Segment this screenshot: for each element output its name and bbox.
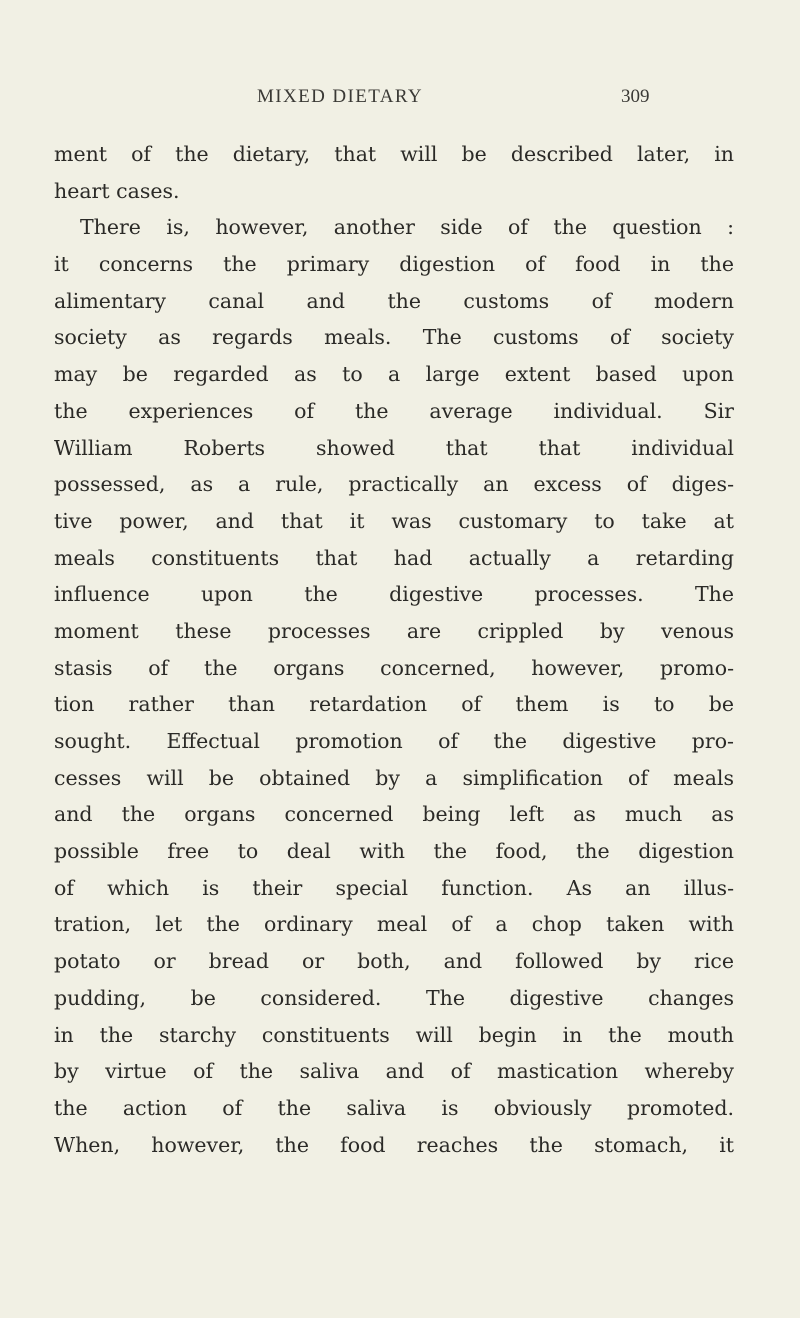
body-text xyxy=(54,136,734,1163)
text-line: of which is their special function. As an illus- xyxy=(54,875,734,900)
text-line: stasis of the organs concerned, however, promo- xyxy=(54,655,734,680)
running-head xyxy=(0,86,800,120)
paragraph-start-line: There is, however, another side of the question : xyxy=(80,215,734,240)
text-line: pudding, be considered. The digestive changes xyxy=(54,985,734,1010)
text-line: ment of the dietary, that will be described later, in xyxy=(54,142,734,166)
text-line: the action of the saliva is obviously promoted. xyxy=(54,1095,734,1120)
running-title: MIXED DIETARY xyxy=(257,86,424,107)
text-line: meals constituents that had actually a retarding xyxy=(54,545,734,570)
text-line: cesses will be obtained by a simplification of meals xyxy=(54,765,734,790)
text-line: possible free to deal with the food, the digestion xyxy=(54,839,734,864)
text-line: moment these processes are crippled by venous xyxy=(54,618,734,643)
text-line: potato or bread or both, and followed by rice xyxy=(54,949,734,974)
text-line: When, however, the food reaches the stomach, it xyxy=(54,1132,734,1157)
text-line: sought. Effectual promotion of the digestive pro- xyxy=(54,729,734,753)
text-line: alimentary canal and the customs of modern xyxy=(54,288,734,313)
text-line: by virtue of the saliva and of mastication whereby xyxy=(54,1059,734,1084)
text-line: society as regards meals. The customs of society xyxy=(54,325,734,350)
text-line: may be regarded as to a large extent based upon xyxy=(54,362,734,387)
text-line: tive power, and that it was customary to take at xyxy=(54,508,734,533)
text-line: and the organs concerned being left as much as xyxy=(54,802,734,827)
text-line: tion rather than retardation of them is to be xyxy=(54,692,734,717)
text-line: influence upon the digestive processes. The xyxy=(54,582,734,607)
text-line: in the starchy constituents will begin in the mouth xyxy=(54,1022,734,1047)
text-line: William Roberts showed that that individual xyxy=(54,435,734,460)
text-line: it concerns the primary digestion of food in the xyxy=(54,252,734,277)
page-number: 309 xyxy=(621,86,650,107)
text-line: the experiences of the average individual. Sir xyxy=(54,398,734,423)
text-line: possessed, as a rule, practically an excess of diges- xyxy=(54,472,734,497)
text-line: tration, let the ordinary meal of a chop taken with xyxy=(54,912,734,937)
text-line: heart cases. xyxy=(54,178,180,203)
